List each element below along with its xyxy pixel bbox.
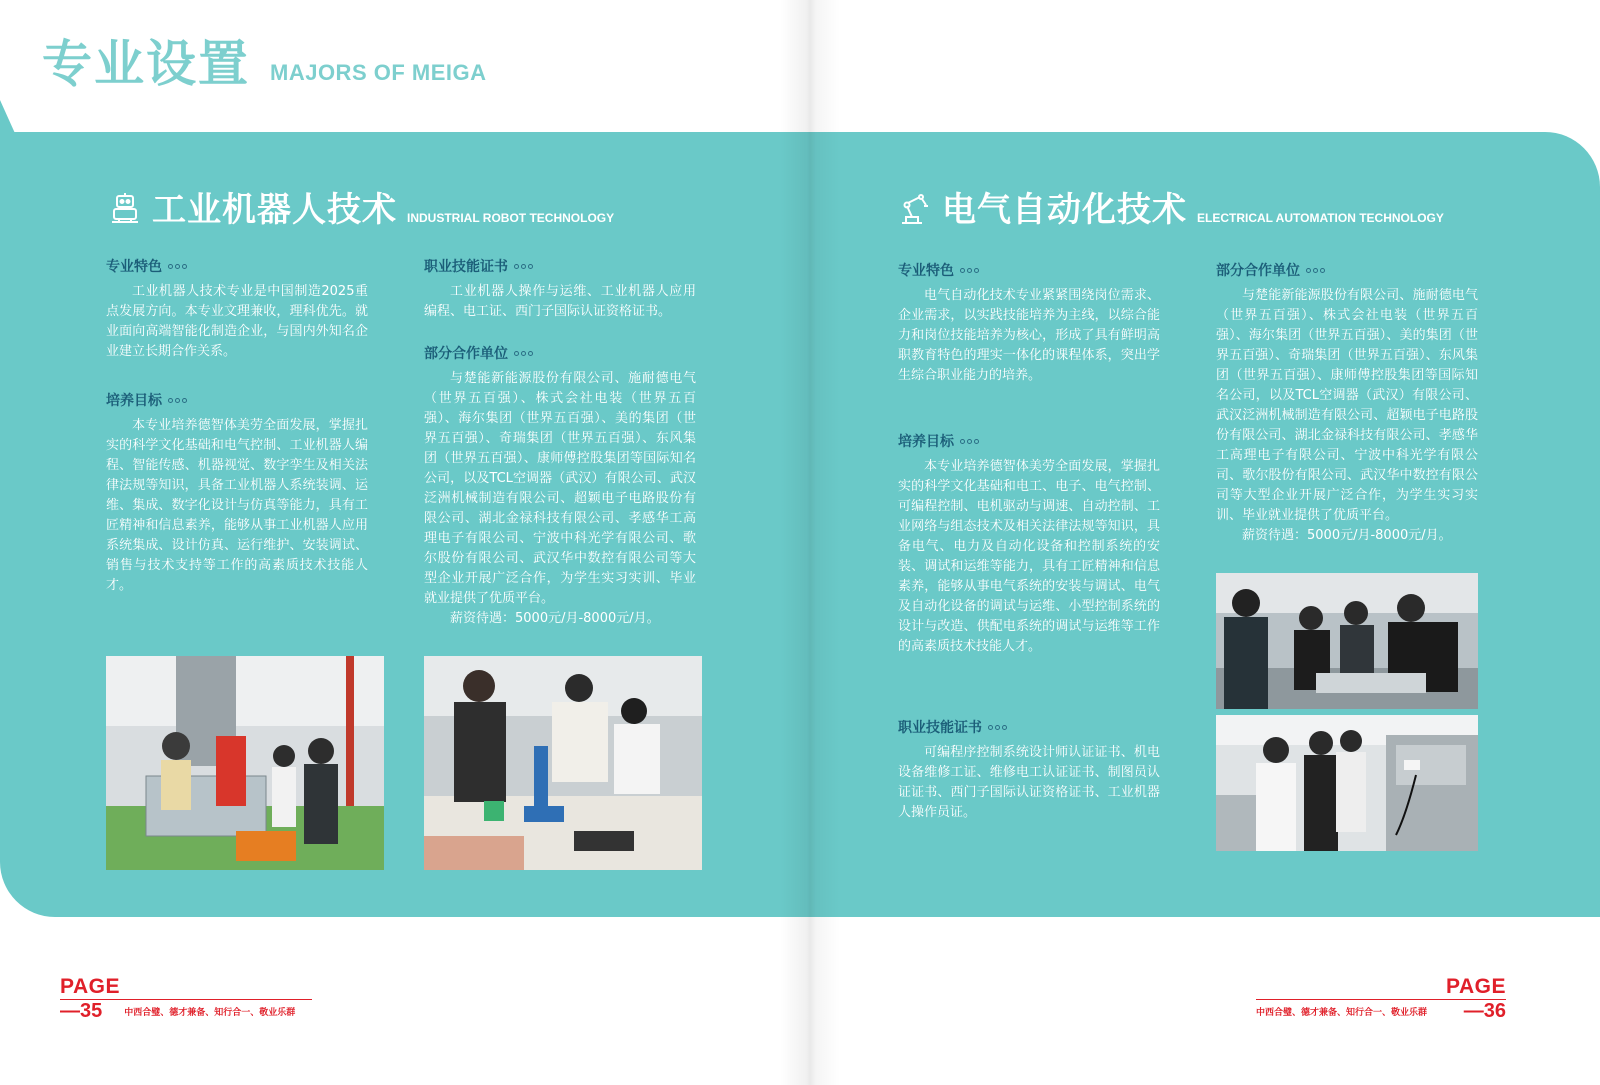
left-partners-text: 与楚能新能源股份有限公司、施耐德电气（世界五百强）、株式会社电装（世界五百强）、海尔集团（世界五百强）、美的集团（世界五百强）、奇瑞集团（世界五百强）、东风集团（世界五百强）、康师傅控股集团等国际知名公司，以及TCL空调器（武汉）有限公司、武汉泛洲机械制造有限公司、超颖电子电路股份有限公司、湖北金禄科技有限公司、孝感华工高理电子有限公司、宁波中科光学有限公司、歌尔股份有限公司、武汉华中数控有限公司等大型企业开展广泛合作，为学生实习实训、毕业就业提供了优质平台。 <box>424 371 696 606</box>
right-features-label: 专业特色 <box>898 263 954 279</box>
left-features-block <box>106 256 368 362</box>
robot-icon <box>108 192 142 226</box>
footer-right <box>1256 975 1506 1023</box>
left-photo-classroom <box>424 656 702 870</box>
right-features-text: 电气自动化技术专业紧紧围绕岗位需求、企业需求，以实践技能培养为主线，以综合能力和岗位技能培养为核心，形成了具有鲜明高职教育特色的理实一体化的课程体系，突出学生综合职业能力的培养。 <box>898 288 1160 383</box>
right-photo-workbench <box>1216 573 1478 709</box>
left-certs-label: 职业技能证书 <box>424 259 508 275</box>
dots-ornament <box>988 725 1009 730</box>
right-features-block <box>898 260 1160 386</box>
right-goals-text: 本专业培养德智体美劳全面发展，掌握扎实的科学文化基础和电工、电子、电气控制、可编程控制、电机驱动与调速、自动控制、工业网络与组态技术及相关法律法规等知识，具备电气、电力及自动化设备和控制系统的安装、调试和运维等能力，具有工匠精神和信息素养，能够从事电气系统的安装与调试、电气及自动化设备的调试与运维、小型控制系统的设计与改造、供配电系统的调试与运维等工作的高素质技术技能人才。 <box>898 459 1160 654</box>
left-title-english: INDUSTRIAL ROBOT TECHNOLOGY <box>407 211 615 225</box>
footer-motto-right: 中西合璧、德才兼备、知行合一、敬业乐群 <box>1256 1008 1428 1018</box>
right-title-chinese: 电气自动化技术 <box>942 190 1187 230</box>
left-salary-text: 薪资待遇：5000元/月-8000元/月。 <box>450 611 660 626</box>
left-goals-label: 培养目标 <box>106 393 162 409</box>
right-goals-block <box>898 431 1160 657</box>
heading-english: MAJORS OF MEIGA <box>270 60 487 85</box>
left-goals-block <box>106 390 368 596</box>
left-section-title <box>108 190 614 230</box>
right-certs-text: 可编程序控制系统设计师认证证书、机电设备维修工证、维修电工认证证书、制图员认证证书、西门子国际认证资格证书、工业机器人操作员证。 <box>898 745 1160 820</box>
dots-ornament <box>1306 268 1327 273</box>
robot-arm-icon <box>898 192 932 226</box>
dots-ornament <box>960 439 981 444</box>
left-photo-robot-lab <box>106 656 384 870</box>
right-partners-text: 与楚能新能源股份有限公司、施耐德电气（世界五百强）、株式会社电装（世界五百强）、海尔集团（世界五百强）、美的集团（世界五百强）、奇瑞集团（世界五百强）、东风集团（世界五百强）、康师傅控股集团等国际知名公司，以及TCL空调器（武汉）有限公司、武汉泛洲机械制造有限公司、超颖电子电路股份有限公司、湖北金禄科技有限公司、孝感华工高理电子有限公司、宁波中科光学有限公司、歌尔股份有限公司、武汉华中数控有限公司等大型企业开展广泛合作，为学生实习实训、毕业就业提供了优质平台。 <box>1216 288 1478 523</box>
right-photo-electrical-lab <box>1216 715 1478 851</box>
heading-chinese: 专业设置 <box>42 35 250 93</box>
left-certs-text: 工业机器人操作与运维、工业机器人应用编程、电工证、西门子国际认证资格证书。 <box>424 284 696 319</box>
dots-ornament <box>168 264 189 269</box>
dots-ornament <box>514 264 535 269</box>
footer-left <box>60 975 312 1023</box>
left-partners-label: 部分合作单位 <box>424 346 508 362</box>
left-goals-text: 本专业培养德智体美劳全面发展，掌握扎实的科学文化基础和电气控制、工业机器人编程、智能传感、机器视觉、数字孪生及相关法律法规等知识，具备工业机器人系统装调、运维、集成、数字化设计与仿真等能力，具有工匠精神和信息素养，能够从事工业机器人应用系统集成、设计仿真、运行维护、安装调试、销售与技术支持等工作的高素质技术技能人才。 <box>106 418 368 593</box>
page-heading <box>42 36 487 92</box>
left-features-text: 工业机器人技术专业是中国制造2025重点发展方向。本专业文理兼收，理科优先。就业面向高端智能化制造企业，与国内外知名企业建立长期合作关系。 <box>106 284 368 359</box>
page-label: PAGE <box>1446 975 1506 998</box>
left-features-label: 专业特色 <box>106 259 162 275</box>
page-number-left: —35 <box>60 1000 103 1022</box>
right-partners-block <box>1216 260 1478 546</box>
right-certs-block <box>898 717 1160 823</box>
right-title-english: ELECTRICAL AUTOMATION TECHNOLOGY <box>1197 211 1444 225</box>
right-section-title <box>898 190 1444 230</box>
left-certs-block <box>424 256 696 322</box>
right-goals-label: 培养目标 <box>898 434 954 450</box>
page-label: PAGE <box>60 975 120 998</box>
left-partners-block <box>424 343 696 629</box>
dots-ornament <box>168 398 189 403</box>
left-title-chinese: 工业机器人技术 <box>152 190 397 230</box>
page-number-right: —36 <box>1463 1000 1506 1022</box>
dots-ornament <box>960 268 981 273</box>
right-salary-text: 薪资待遇：5000元/月-8000元/月。 <box>1242 528 1452 543</box>
right-certs-label: 职业技能证书 <box>898 720 982 736</box>
right-partners-label: 部分合作单位 <box>1216 263 1300 279</box>
dots-ornament <box>514 351 535 356</box>
footer-motto-left: 中西合璧、德才兼备、知行合一、敬业乐群 <box>124 1008 296 1018</box>
